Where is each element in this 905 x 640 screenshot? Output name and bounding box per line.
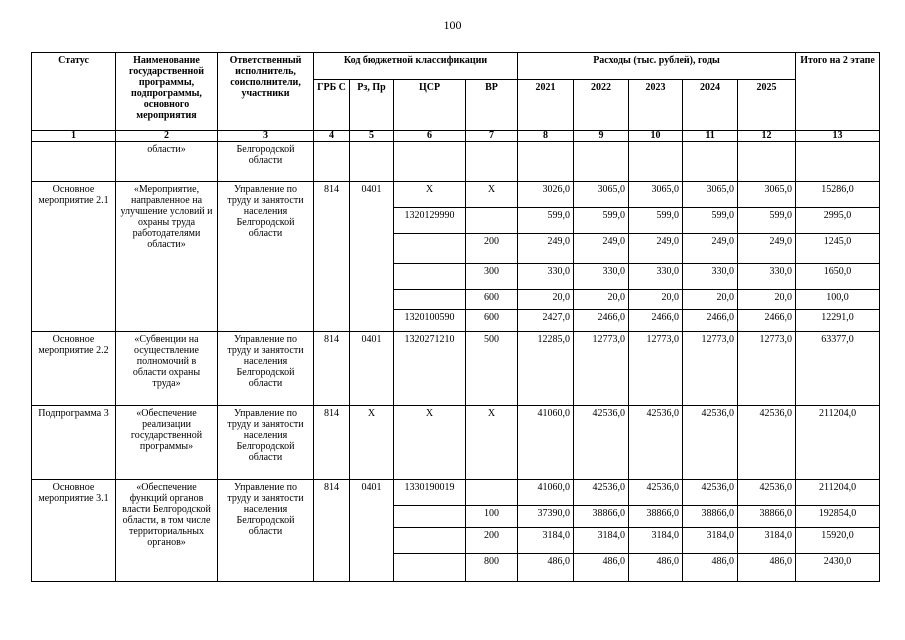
column-number: 11 (683, 131, 738, 142)
column-number: 8 (518, 131, 574, 142)
csr-cell: 1320100590 (394, 310, 466, 332)
year-value-cell: 3065,0 (629, 182, 683, 208)
table-row (32, 480, 880, 506)
year-value-cell: 486,0 (574, 554, 629, 582)
year-value-cell: 2466,0 (683, 310, 738, 332)
csr-cell (394, 528, 466, 554)
year-value-cell: 2466,0 (738, 310, 796, 332)
header-year: 2025 (738, 80, 796, 131)
table-row (32, 406, 880, 480)
vr-cell: 600 (466, 290, 518, 310)
year-value-cell: 42536,0 (683, 480, 738, 506)
rz-cell: Х (350, 406, 394, 480)
year-value-cell: 12773,0 (629, 332, 683, 406)
year-value-cell: 41060,0 (518, 406, 574, 480)
header-rz-pr: Рз, Пр (350, 80, 394, 131)
total-cell: 12291,0 (796, 310, 880, 332)
total-cell: 1245,0 (796, 234, 880, 264)
budget-table (31, 52, 880, 582)
column-number: 2 (116, 131, 218, 142)
year-value-cell: 3184,0 (683, 528, 738, 554)
year-value-cell: 486,0 (518, 554, 574, 582)
status-cell: Основное мероприятие 2.1 (32, 182, 116, 332)
year-value-cell: 42536,0 (683, 406, 738, 480)
status-cell: Подпрограмма 3 (32, 406, 116, 480)
csr-cell (394, 264, 466, 290)
year-value-cell: 20,0 (683, 290, 738, 310)
total-cell: 15920,0 (796, 528, 880, 554)
year-value-cell: 3065,0 (574, 182, 629, 208)
year-value-cell: 38866,0 (629, 506, 683, 528)
year-value-cell: 3184,0 (738, 528, 796, 554)
total-cell: 100,0 (796, 290, 880, 310)
total-cell: 211204,0 (796, 406, 880, 480)
year-value-cell: 3026,0 (518, 182, 574, 208)
year-value-cell: 330,0 (738, 264, 796, 290)
total-cell: 192854,0 (796, 506, 880, 528)
column-number: 5 (350, 131, 394, 142)
year-value-cell: 2466,0 (574, 310, 629, 332)
year-value-cell: 599,0 (518, 208, 574, 234)
rz-cell: 0401 (350, 182, 394, 332)
vr-cell: 200 (466, 234, 518, 264)
csr-cell: 1330190019 (394, 480, 466, 506)
csr-cell (394, 554, 466, 582)
column-number: 12 (738, 131, 796, 142)
grbs-cell: 814 (314, 480, 350, 582)
year-value-cell: 12773,0 (738, 332, 796, 406)
csr-cell: Х (394, 182, 466, 208)
rz-cell: 0401 (350, 332, 394, 406)
column-number: 3 (218, 131, 314, 142)
year-value-cell: 2427,0 (518, 310, 574, 332)
header-executor: Ответственный исполнитель, соисполнители, участники (218, 53, 314, 131)
vr-cell: 500 (466, 332, 518, 406)
page-number: 100 (443, 18, 462, 32)
name-cell: «Обеспечение реализации государственной программы» (116, 406, 218, 480)
year-value-cell: 20,0 (629, 290, 683, 310)
year-value-cell: 3184,0 (518, 528, 574, 554)
grbs-cell: 814 (314, 332, 350, 406)
year-value-cell: 12773,0 (683, 332, 738, 406)
year-value-cell: 249,0 (738, 234, 796, 264)
year-value-cell: 486,0 (683, 554, 738, 582)
header-grbs: ГРБ С (314, 80, 350, 131)
year-value-cell: 599,0 (738, 208, 796, 234)
status-cell: Основное мероприятие 3.1 (32, 480, 116, 582)
year-value-cell: 3065,0 (683, 182, 738, 208)
year-value-cell: 486,0 (738, 554, 796, 582)
header-vr: ВР (466, 80, 518, 131)
continued-name: области» (116, 142, 218, 182)
name-cell: «Субвенции на осуществление полномочий в области охраны труда» (116, 332, 218, 406)
header-status: Статус (32, 53, 116, 131)
csr-cell: Х (394, 406, 466, 480)
column-number: 6 (394, 131, 466, 142)
column-number: 9 (574, 131, 629, 142)
column-number: 13 (796, 131, 880, 142)
total-cell: 211204,0 (796, 480, 880, 506)
year-value-cell: 38866,0 (574, 506, 629, 528)
vr-cell (466, 208, 518, 234)
vr-cell: Х (466, 182, 518, 208)
header-csr: ЦСР (394, 80, 466, 131)
column-number-row (32, 131, 880, 142)
year-value-cell: 12773,0 (574, 332, 629, 406)
csr-cell (394, 234, 466, 264)
csr-cell (394, 506, 466, 528)
total-cell: 2995,0 (796, 208, 880, 234)
table-row (32, 332, 880, 406)
year-value-cell: 330,0 (574, 264, 629, 290)
year-value-cell: 599,0 (683, 208, 738, 234)
year-value-cell: 20,0 (518, 290, 574, 310)
vr-cell: 100 (466, 506, 518, 528)
vr-cell: 800 (466, 554, 518, 582)
year-value-cell: 249,0 (574, 234, 629, 264)
year-value-cell: 330,0 (683, 264, 738, 290)
grbs-cell: 814 (314, 406, 350, 480)
header-year: 2022 (574, 80, 629, 131)
year-value-cell: 249,0 (518, 234, 574, 264)
header-budget-code: Код бюджетной классификации (314, 53, 518, 80)
total-cell: 15286,0 (796, 182, 880, 208)
year-value-cell: 42536,0 (738, 480, 796, 506)
header-year: 2024 (683, 80, 738, 131)
column-number: 4 (314, 131, 350, 142)
csr-cell: 1320129990 (394, 208, 466, 234)
year-value-cell: 20,0 (574, 290, 629, 310)
column-number: 1 (32, 131, 116, 142)
rz-cell: 0401 (350, 480, 394, 582)
year-value-cell: 249,0 (683, 234, 738, 264)
year-value-cell: 42536,0 (574, 406, 629, 480)
continued-executor: Белгородской области (218, 142, 314, 182)
vr-cell (466, 480, 518, 506)
year-value-cell: 42536,0 (629, 480, 683, 506)
year-value-cell: 599,0 (629, 208, 683, 234)
table-body (32, 142, 880, 582)
csr-cell: 1320271210 (394, 332, 466, 406)
vr-cell: Х (466, 406, 518, 480)
executor-cell: Управление по труду и занятости населения Белгородской области (218, 332, 314, 406)
year-value-cell: 38866,0 (683, 506, 738, 528)
total-cell: 63377,0 (796, 332, 880, 406)
header-name: Наименование государственной программы, подпрограммы, основного мероприятия (116, 53, 218, 131)
vr-cell: 600 (466, 310, 518, 332)
year-value-cell: 37390,0 (518, 506, 574, 528)
year-value-cell: 2466,0 (629, 310, 683, 332)
vr-cell: 300 (466, 264, 518, 290)
year-value-cell: 42536,0 (738, 406, 796, 480)
total-cell: 1650,0 (796, 264, 880, 290)
executor-cell: Управление по труду и занятости населения Белгородской области (218, 182, 314, 332)
year-value-cell: 20,0 (738, 290, 796, 310)
column-number: 7 (466, 131, 518, 142)
year-value-cell: 41060,0 (518, 480, 574, 506)
executor-cell: Управление по труду и занятости населения Белгородской области (218, 480, 314, 582)
year-value-cell: 42536,0 (574, 480, 629, 506)
year-value-cell: 3184,0 (629, 528, 683, 554)
year-value-cell: 38866,0 (738, 506, 796, 528)
grbs-cell: 814 (314, 182, 350, 332)
header-year: 2023 (629, 80, 683, 131)
year-value-cell: 599,0 (574, 208, 629, 234)
header-expenses: Расходы (тыс. рублей), годы (518, 53, 796, 80)
year-value-cell: 12285,0 (518, 332, 574, 406)
year-value-cell: 3065,0 (738, 182, 796, 208)
year-value-cell: 486,0 (629, 554, 683, 582)
year-value-cell: 42536,0 (629, 406, 683, 480)
table-row (32, 182, 880, 208)
column-number: 10 (629, 131, 683, 142)
total-cell: 2430,0 (796, 554, 880, 582)
executor-cell: Управление по труду и занятости населения Белгородской области (218, 406, 314, 480)
header-total: Итого на 2 этапе (796, 53, 880, 131)
name-cell: «Обеспечение функций органов власти Белгородской области, в том числе территориальных органов» (116, 480, 218, 582)
year-value-cell: 330,0 (518, 264, 574, 290)
year-value-cell: 330,0 (629, 264, 683, 290)
header-year: 2021 (518, 80, 574, 131)
continued-row (32, 142, 880, 182)
status-cell: Основное мероприятие 2.2 (32, 332, 116, 406)
vr-cell: 200 (466, 528, 518, 554)
csr-cell (394, 290, 466, 310)
name-cell: «Мероприятие, направленное на улучшение условий и охраны труда работодателями области» (116, 182, 218, 332)
year-value-cell: 3184,0 (574, 528, 629, 554)
year-value-cell: 249,0 (629, 234, 683, 264)
